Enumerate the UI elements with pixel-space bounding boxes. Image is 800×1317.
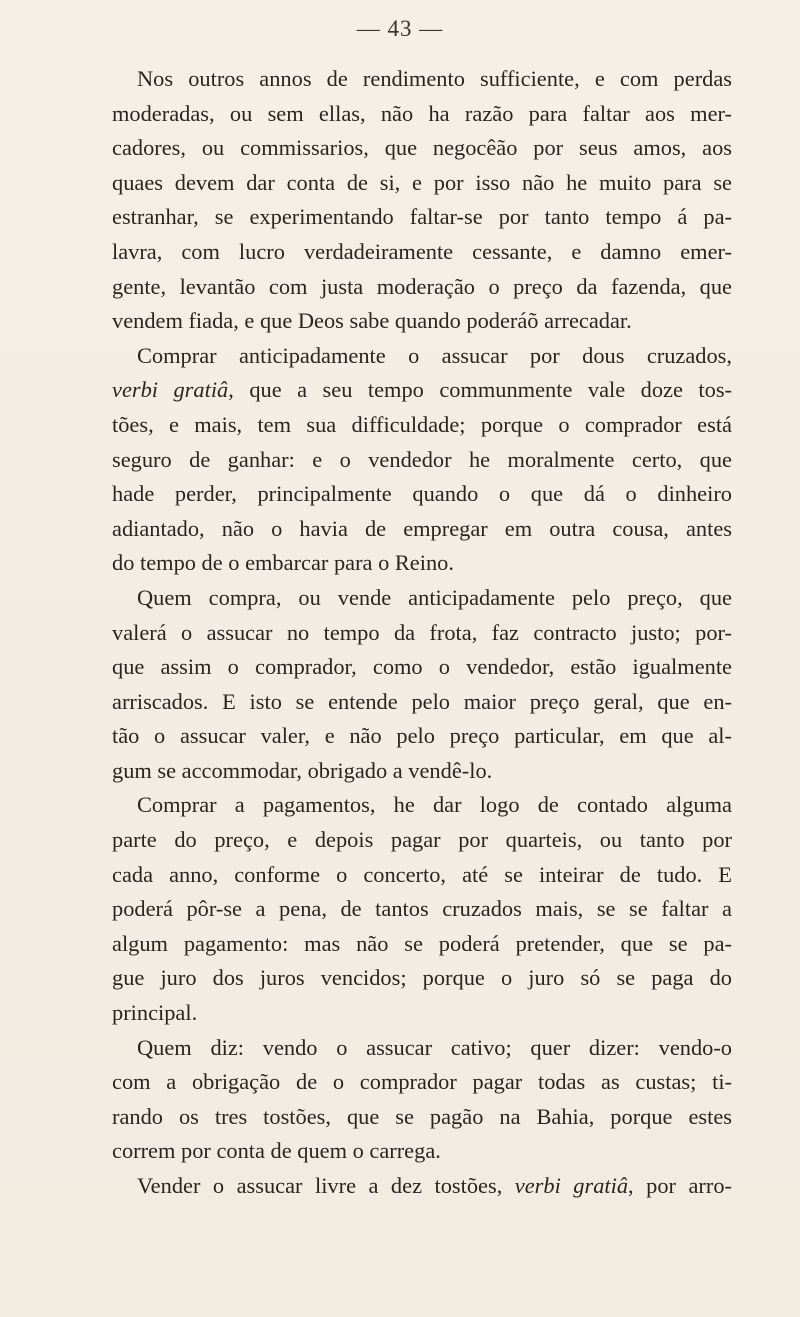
text-line: arriscados. E isto se entende pelo maior preço geral, que en- [112,688,732,714]
text-line: correm por conta de quem o carrega. [112,1138,441,1164]
text-line: do tempo de o embarcar para o Reino. [112,550,454,576]
text-line: valerá o assucar no tempo da frota, faz contracto justo; por- [112,619,732,645]
text-line: Quem compra, ou vende anticipadamente pelo preço, que [137,584,732,610]
text-line: parte do preço, e depois pagar por quarteis, ou tanto por [112,827,732,853]
text-line: gue juro dos juros vencidos; porque o juro só se paga do [112,965,732,991]
text-line: vendem fiada, e que Deos sabe quando poderáõ arrecadar. [112,308,632,334]
text-line: gum se accommodar, obrigado a vendê-lo. [112,757,493,783]
text-line: rando os tres tostões, que se pagão na Bahia, porque estes [112,1103,732,1129]
text-line: Comprar anticipadamente o assucar por dous cruzados, [137,342,732,368]
text-line: que assim o comprador, como o vendedor, estão igualmente [112,654,732,680]
text-line: tão o assucar valer, e não pelo preço particular, em que al- [112,723,732,749]
text-line: com a obrigação de o comprador pagar todas as custas; ti- [112,1069,732,1095]
text-line: cada anno, conforme o concerto, até se inteirar de tudo. E [112,861,732,887]
text-line: Nos outros annos de rendimento sufficiente, e com perdas [137,66,732,91]
text-line: Quem diz: vendo o assucar cativo; quer dizer: vendo-o [137,1034,732,1060]
text-line: seguro de ganhar: e o vendedor he moralmente certo, que [112,446,732,472]
text-line: poderá pôr-se a pena, de tantos cruzados mais, se se faltar a [112,896,732,922]
text-line: hade perder, principalmente quando o que dá o dinheiro [112,481,732,507]
page-number: — 43 — [356,16,444,41]
text-line: cadores, ou commissarios, que negocêão por seus amos, aos [112,135,732,161]
text-line: adiantado, não o havia de empregar em outra cousa, antes [112,515,732,541]
body-text [112,62,732,1204]
text-line: estranhar, se experimentando faltar-se por tanto tempo á pa- [112,204,732,230]
text-line: moderadas, ou sem ellas, não ha razão para faltar aos mer- [112,100,732,126]
text-line: Comprar a pagamentos, he dar logo de contado alguma [137,792,732,818]
text-line: principal. [112,1000,198,1026]
text-line: gente, levantão com justa moderação o preço da fazenda, que [112,273,732,299]
text-line: lavra, com lucro verdadeiramente cessante, e damno emer- [112,238,732,264]
text-line: tões, e mais, tem sua difficuldade; porque o comprador está [112,411,732,437]
text-line: algum pagamento: mas não se poderá pretender, que se pa- [112,930,732,956]
text-line: verbi gratiâ, que a seu tempo communmente vale doze tos- [112,377,732,403]
text-line: Vender o assucar livre a dez tostões, verbi gratiâ, por arro- [137,1173,732,1198]
text-line: quaes devem dar conta de si, e por isso não he muito para se [112,169,732,195]
